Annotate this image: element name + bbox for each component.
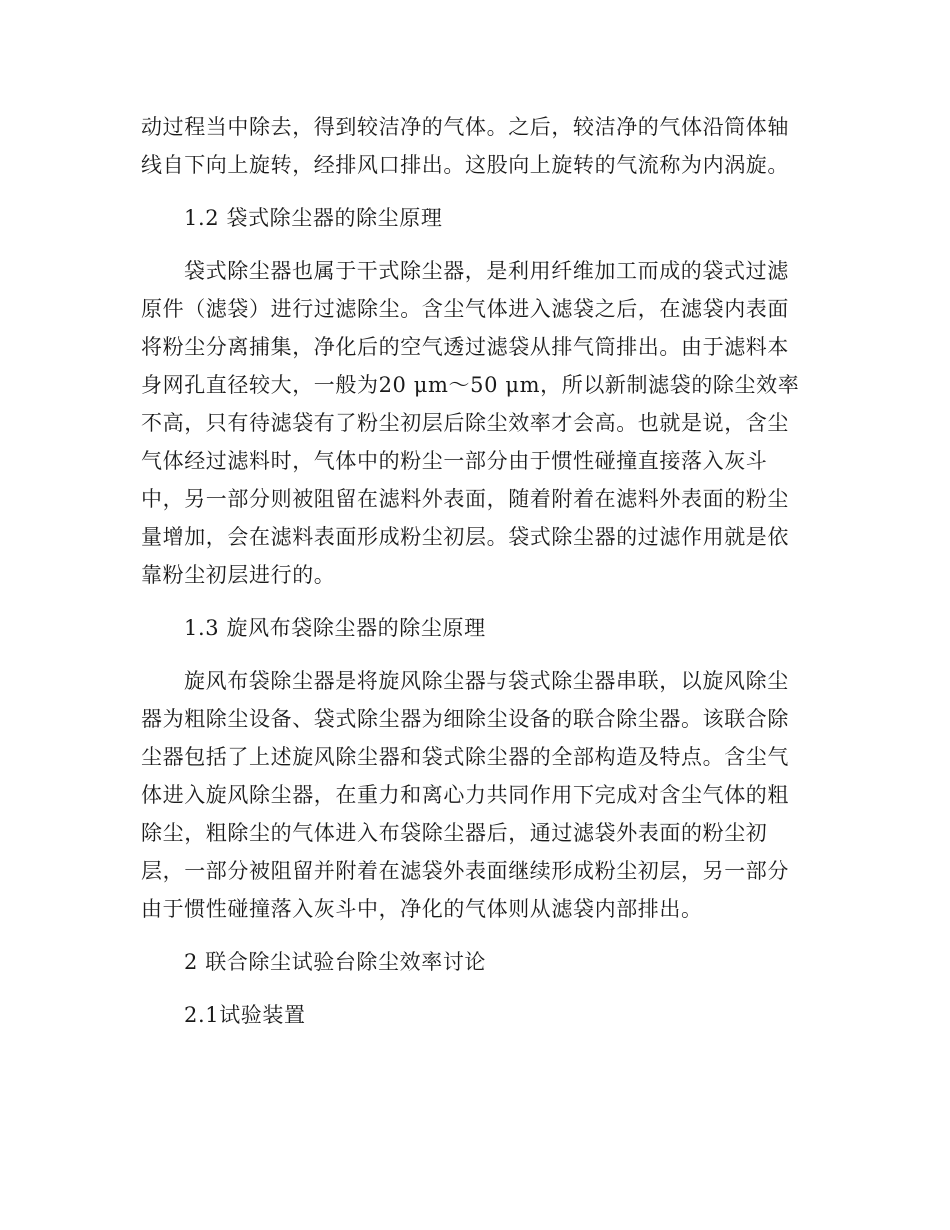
section-heading-2: 2 联合除尘试验台除尘效率讨论 bbox=[184, 950, 487, 974]
paragraph-line: 器为粗除尘设备、袋式除尘器为细除尘设备的联合除尘器。该联合除 bbox=[141, 707, 789, 731]
paragraph-line: 不高，只有待滤袋有了粉尘初层后除尘效率才会高。也就是说，含尘 bbox=[141, 411, 789, 435]
paragraph-line: 气体经过滤料时，气体中的粉尘一部分由于惯性碰撞直接落入灰斗 bbox=[141, 449, 768, 473]
paragraph-line: 旋风布袋除尘器是将旋风除尘器与袋式除尘器串联，以旋风除尘 bbox=[184, 669, 789, 693]
paragraph-gap bbox=[141, 184, 795, 199]
paragraph-line: 袋式除尘器也属于干式除尘器，是利用纤维加工而成的袋式过滤 bbox=[184, 259, 789, 283]
paragraph-line: 尘器包括了上述旋风除尘器和袋式除尘器的全部构造及特点。含尘气 bbox=[141, 745, 789, 769]
paragraph-line: 将粉尘分离捕集，净化后的空气透过滤袋从排气筒排出。由于滤料本 bbox=[141, 335, 789, 359]
section-heading-1-3: 1.3 旋风布袋除尘器的除尘原理 bbox=[184, 616, 486, 640]
paragraph-gap bbox=[141, 981, 795, 996]
paragraph-line: 线自下向上旋转，经排风口排出。这股向上旋转的气流称为内涡旋。 bbox=[141, 153, 789, 177]
section-heading-1-2: 1.2 袋式除尘器的除尘原理 bbox=[184, 206, 443, 230]
paragraph-line: 量增加，会在滤料表面形成粉尘初层。袋式除尘器的过滤作用就是依 bbox=[141, 525, 789, 549]
section-heading-2-1: 2.1试验装置 bbox=[184, 1003, 306, 1027]
paragraph-gap bbox=[141, 647, 795, 662]
paragraph-line: 原件（滤袋）进行过滤除尘。含尘气体进入滤袋之后，在滤袋内表面 bbox=[141, 297, 789, 321]
paragraph-gap bbox=[141, 594, 795, 609]
paragraph-line: 除尘，粗除尘的气体进入布袋除尘器后，通过滤袋外表面的粉尘初 bbox=[141, 821, 768, 845]
paragraph-line: 由于惯性碰撞落入灰斗中，净化的气体则从滤袋内部排出。 bbox=[141, 897, 703, 921]
paragraph-line: 层，一部分被阻留并附着在滤袋外表面继续形成粉尘初层，另一部分 bbox=[141, 859, 789, 883]
paragraph-gap bbox=[141, 237, 795, 252]
paragraph-line: 中，另一部分则被阻留在滤料外表面，随着附着在滤料外表面的粉尘 bbox=[141, 487, 789, 511]
document-body bbox=[141, 108, 800, 1034]
paragraph-line: 动过程当中除去，得到较洁净的气体。之后，较洁净的气体沿筒体轴 bbox=[141, 115, 789, 139]
paragraph-gap bbox=[141, 928, 795, 943]
paragraph-line: 靠粉尘初层进行的。 bbox=[141, 563, 336, 587]
paragraph-line: 体进入旋风除尘器，在重力和离心力共同作用下完成对含尘气体的粗 bbox=[141, 783, 789, 807]
paragraph-line: 身网孔直径较大，一般为20 μm～50 μm，所以新制滤袋的除尘效率 bbox=[141, 373, 800, 397]
